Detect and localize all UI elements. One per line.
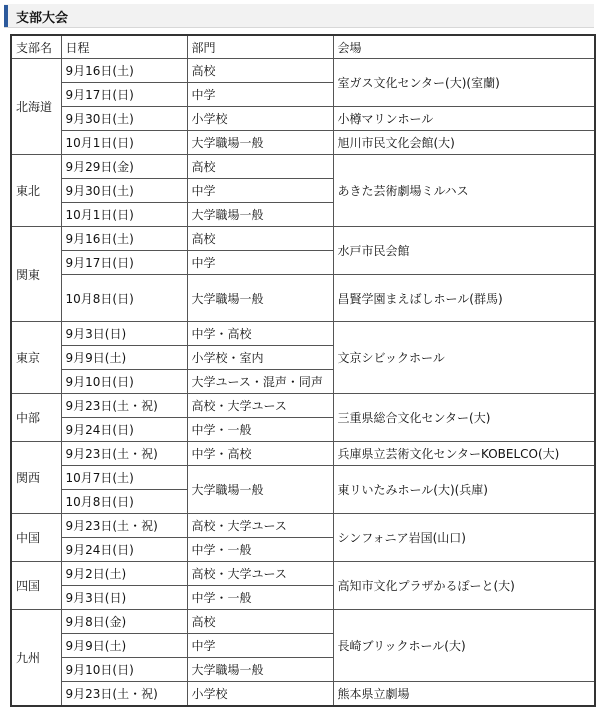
header-date: 日程 xyxy=(61,35,187,59)
date-cell: 9月9日(土) xyxy=(61,346,187,370)
venue-cell: シンフォニア岩国(山口) xyxy=(333,514,595,562)
date-cell: 9月24日(日) xyxy=(61,418,187,442)
branch-cell: 九州 xyxy=(11,610,61,707)
date-cell: 9月23日(土・祝) xyxy=(61,394,187,418)
division-cell: 中学 xyxy=(187,83,333,107)
table-row xyxy=(11,275,595,322)
venue-cell: 熊本県立劇場 xyxy=(333,682,595,707)
date-cell: 9月10日(日) xyxy=(61,658,187,682)
date-cell: 10月7日(土) xyxy=(61,466,187,490)
date-cell: 10月8日(日) xyxy=(61,275,187,322)
division-cell: 中学 xyxy=(187,251,333,275)
division-cell: 高校・大学ユース xyxy=(187,394,333,418)
division-cell: 中学・一般 xyxy=(187,586,333,610)
table-row xyxy=(11,562,595,586)
section-heading xyxy=(4,4,594,28)
date-cell: 9月23日(土・祝) xyxy=(61,442,187,466)
header-division: 部門 xyxy=(187,35,333,59)
header-venue: 会場 xyxy=(333,35,595,59)
table-row xyxy=(11,394,595,418)
branch-cell: 関東 xyxy=(11,227,61,322)
division-cell: 中学 xyxy=(187,634,333,658)
table-header-row xyxy=(11,35,595,59)
date-cell: 9月23日(土・祝) xyxy=(61,514,187,538)
division-cell: 中学・一般 xyxy=(187,538,333,562)
division-cell: 高校・大学ユース xyxy=(187,562,333,586)
date-cell: 9月30日(土) xyxy=(61,107,187,131)
date-cell: 9月8日(金) xyxy=(61,610,187,634)
division-cell: 高校 xyxy=(187,155,333,179)
division-cell: 大学職場一般 xyxy=(187,466,333,514)
venue-cell: 旭川市民文化会館(大) xyxy=(333,131,595,155)
table-row xyxy=(11,682,595,707)
venue-cell: 東リいたみホール(大)(兵庫) xyxy=(333,466,595,514)
venue-cell: 小樽マリンホール xyxy=(333,107,595,131)
venue-cell: 水戸市民会館 xyxy=(333,227,595,275)
division-cell: 中学・高校 xyxy=(187,322,333,346)
venue-cell: 文京シビックホール xyxy=(333,322,595,394)
venue-cell: 昌賢学園まえばしホール(群馬) xyxy=(333,275,595,322)
date-cell: 9月17日(日) xyxy=(61,83,187,107)
table-row xyxy=(11,610,595,634)
date-cell: 9月30日(土) xyxy=(61,179,187,203)
division-cell: 高校 xyxy=(187,59,333,83)
date-cell: 9月10日(日) xyxy=(61,370,187,394)
date-cell: 9月16日(土) xyxy=(61,59,187,83)
date-cell: 9月9日(土) xyxy=(61,634,187,658)
branch-cell: 関西 xyxy=(11,442,61,514)
division-cell: 中学 xyxy=(187,179,333,203)
venue-cell: 三重県総合文化センター(大) xyxy=(333,394,595,442)
venue-cell: あきた芸術劇場ミルハス xyxy=(333,155,595,227)
date-cell: 10月1日(日) xyxy=(61,131,187,155)
division-cell: 小学校・室内 xyxy=(187,346,333,370)
table-row xyxy=(11,155,595,179)
branch-cell: 中部 xyxy=(11,394,61,442)
branch-cell: 中国 xyxy=(11,514,61,562)
table-row xyxy=(11,131,595,155)
date-cell: 9月17日(日) xyxy=(61,251,187,275)
division-cell: 大学ユース・混声・同声 xyxy=(187,370,333,394)
division-cell: 高校 xyxy=(187,227,333,251)
branch-cell: 東北 xyxy=(11,155,61,227)
table-row xyxy=(11,227,595,251)
header-branch: 支部名 xyxy=(11,35,61,59)
division-cell: 中学・高校 xyxy=(187,442,333,466)
division-cell: 大学職場一般 xyxy=(187,203,333,227)
date-cell: 9月3日(日) xyxy=(61,322,187,346)
date-cell: 9月29日(金) xyxy=(61,155,187,179)
division-cell: 中学・一般 xyxy=(187,418,333,442)
branch-cell: 東京 xyxy=(11,322,61,394)
venue-cell: 長崎ブリックホール(大) xyxy=(333,610,595,682)
table-row xyxy=(11,59,595,83)
division-cell: 小学校 xyxy=(187,107,333,131)
date-cell: 10月1日(日) xyxy=(61,203,187,227)
division-cell: 大学職場一般 xyxy=(187,658,333,682)
division-cell: 高校 xyxy=(187,610,333,634)
venue-cell: 高知市文化プラザかるぽーと(大) xyxy=(333,562,595,610)
division-cell: 高校・大学ユース xyxy=(187,514,333,538)
table-row xyxy=(11,322,595,346)
table-row xyxy=(11,466,595,490)
table-row xyxy=(11,514,595,538)
branch-cell: 北海道 xyxy=(11,59,61,155)
division-cell: 大学職場一般 xyxy=(187,131,333,155)
date-cell: 10月8日(日) xyxy=(61,490,187,514)
date-cell: 9月3日(日) xyxy=(61,586,187,610)
date-cell: 9月2日(土) xyxy=(61,562,187,586)
table-row xyxy=(11,107,595,131)
venue-cell: 兵庫県立芸術文化センターKOBELCO(大) xyxy=(333,442,595,466)
division-cell: 小学校 xyxy=(187,682,333,707)
section-title: 支部大会 xyxy=(16,11,69,26)
date-cell: 9月24日(日) xyxy=(61,538,187,562)
date-cell: 9月16日(土) xyxy=(61,227,187,251)
branch-schedule-table xyxy=(10,34,596,707)
division-cell: 大学職場一般 xyxy=(187,275,333,322)
heading-accent-bar xyxy=(4,5,8,27)
branch-cell: 四国 xyxy=(11,562,61,610)
venue-cell: 室ガス文化センター(大)(室蘭) xyxy=(333,59,595,107)
table-row xyxy=(11,442,595,466)
date-cell: 9月23日(土・祝) xyxy=(61,682,187,707)
